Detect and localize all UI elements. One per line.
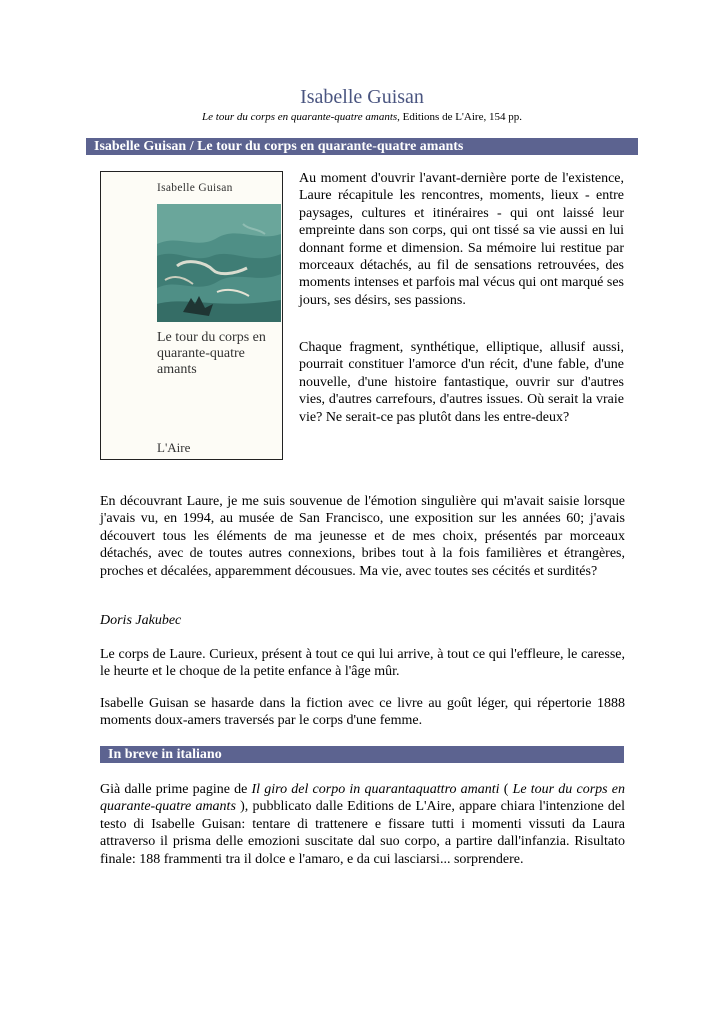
book-details: , Editions de L'Aire, 154 pp. xyxy=(397,111,522,123)
italian-paragraph xyxy=(100,781,625,868)
author-title: Isabelle Guisan xyxy=(300,86,424,108)
italian-text-start: Già dalle prime pagine de xyxy=(100,782,252,797)
page-header xyxy=(0,85,724,124)
book-subtitle xyxy=(0,110,724,124)
italian-text-mid1: ( xyxy=(499,782,513,797)
signature: Doris Jakubec xyxy=(100,613,182,628)
paragraph-2: Chaque fragment, synthétique, elliptique, allusif aussi, pourrait constituer l'amorce d'un récit, d'une fable, d'une nouvelle, d'une histoire fantastique, ouvrir sur d'autres vies, d'autres carrefours, d'autres issues. Où serait la vraie vie? Ne serait-ce pas plutôt dans les entre-deux? xyxy=(299,340,624,425)
italian-text-mid2: ), pubblicato dalle Editions de L'Aire, appare chiara l'intenzione del testo di Isabelle Guisan: tentare di trattenere e fissare tutti i momenti vissuti da Laura attraverso il prisma delle emozioni suscitate dal suo corpo, a partire dall'infanzia. Risultato finale: 188 frammenti tra il dolce e l'amaro, e da cui lasciarsi... sorprendere. xyxy=(100,799,626,867)
book-cover xyxy=(100,171,283,460)
section-heading-review: Isabelle Guisan / Le tour du corps en quarante-quatre amants xyxy=(86,138,638,155)
paragraph-4: Le corps de Laure. Curieux, présent à tout ce qui lui arrive, à tout ce qui l'effleure, le caresse, le heurte et le choque de la petite enfance à l'âge mûr. xyxy=(100,647,625,680)
section-heading-italian: In breve in italiano xyxy=(100,746,624,763)
cover-publisher: L'Aire xyxy=(157,440,191,455)
french-book-title: Le tour du corps en quarante-quatre amants xyxy=(100,782,625,815)
cover-title: Le tour du corps en quarante-quatre amants xyxy=(157,330,266,377)
paragraph-3: En découvrant Laure, je me suis souvenue de l'émotion singulière qui m'avait saisie lorsque j'avais vu, en 1994, au musée de San Francisco, une exposition sur les années 60; j'avais découvert tous les éléments de ma jeunesse et de mes choix, présentés par morceaux détachés, avec de toutes autres connexions, bribes tout à la fois familières et étrangères, proches et décalées, apparemment décousues. Ma vie, avec toutes ses cécités et surdités? xyxy=(100,494,625,579)
italian-book-title: Il giro del corpo in quarantaquattro amanti xyxy=(251,782,500,797)
book-title: Le tour du corps en quarante-quatre amants xyxy=(202,111,398,123)
cover-artwork xyxy=(157,204,281,322)
paragraph-1: Au moment d'ouvrir l'avant-dernière porte de l'existence, Laure récapitule les rencontres, moments, lieux - entre paysages, cultures et itinéraires - qui ont laissé leur empreinte dans son corps, qui ont tissé sa vie aussi en lui donnant forme et dimension. Sa mémoire lui restitue par morceaux détachés, au fil de sensations retrouvées, des moments intenses et parfois mal vécus qui ont marqué ses jours, ses désirs, ses passions. xyxy=(299,171,624,308)
cover-author: Isabelle Guisan xyxy=(157,182,233,194)
paragraph-5: Isabelle Guisan se hasarde dans la fiction avec ce livre au goût léger, qui répertorie 1888 moments doux-amers traversés par le corps d'une femme. xyxy=(100,696,625,729)
